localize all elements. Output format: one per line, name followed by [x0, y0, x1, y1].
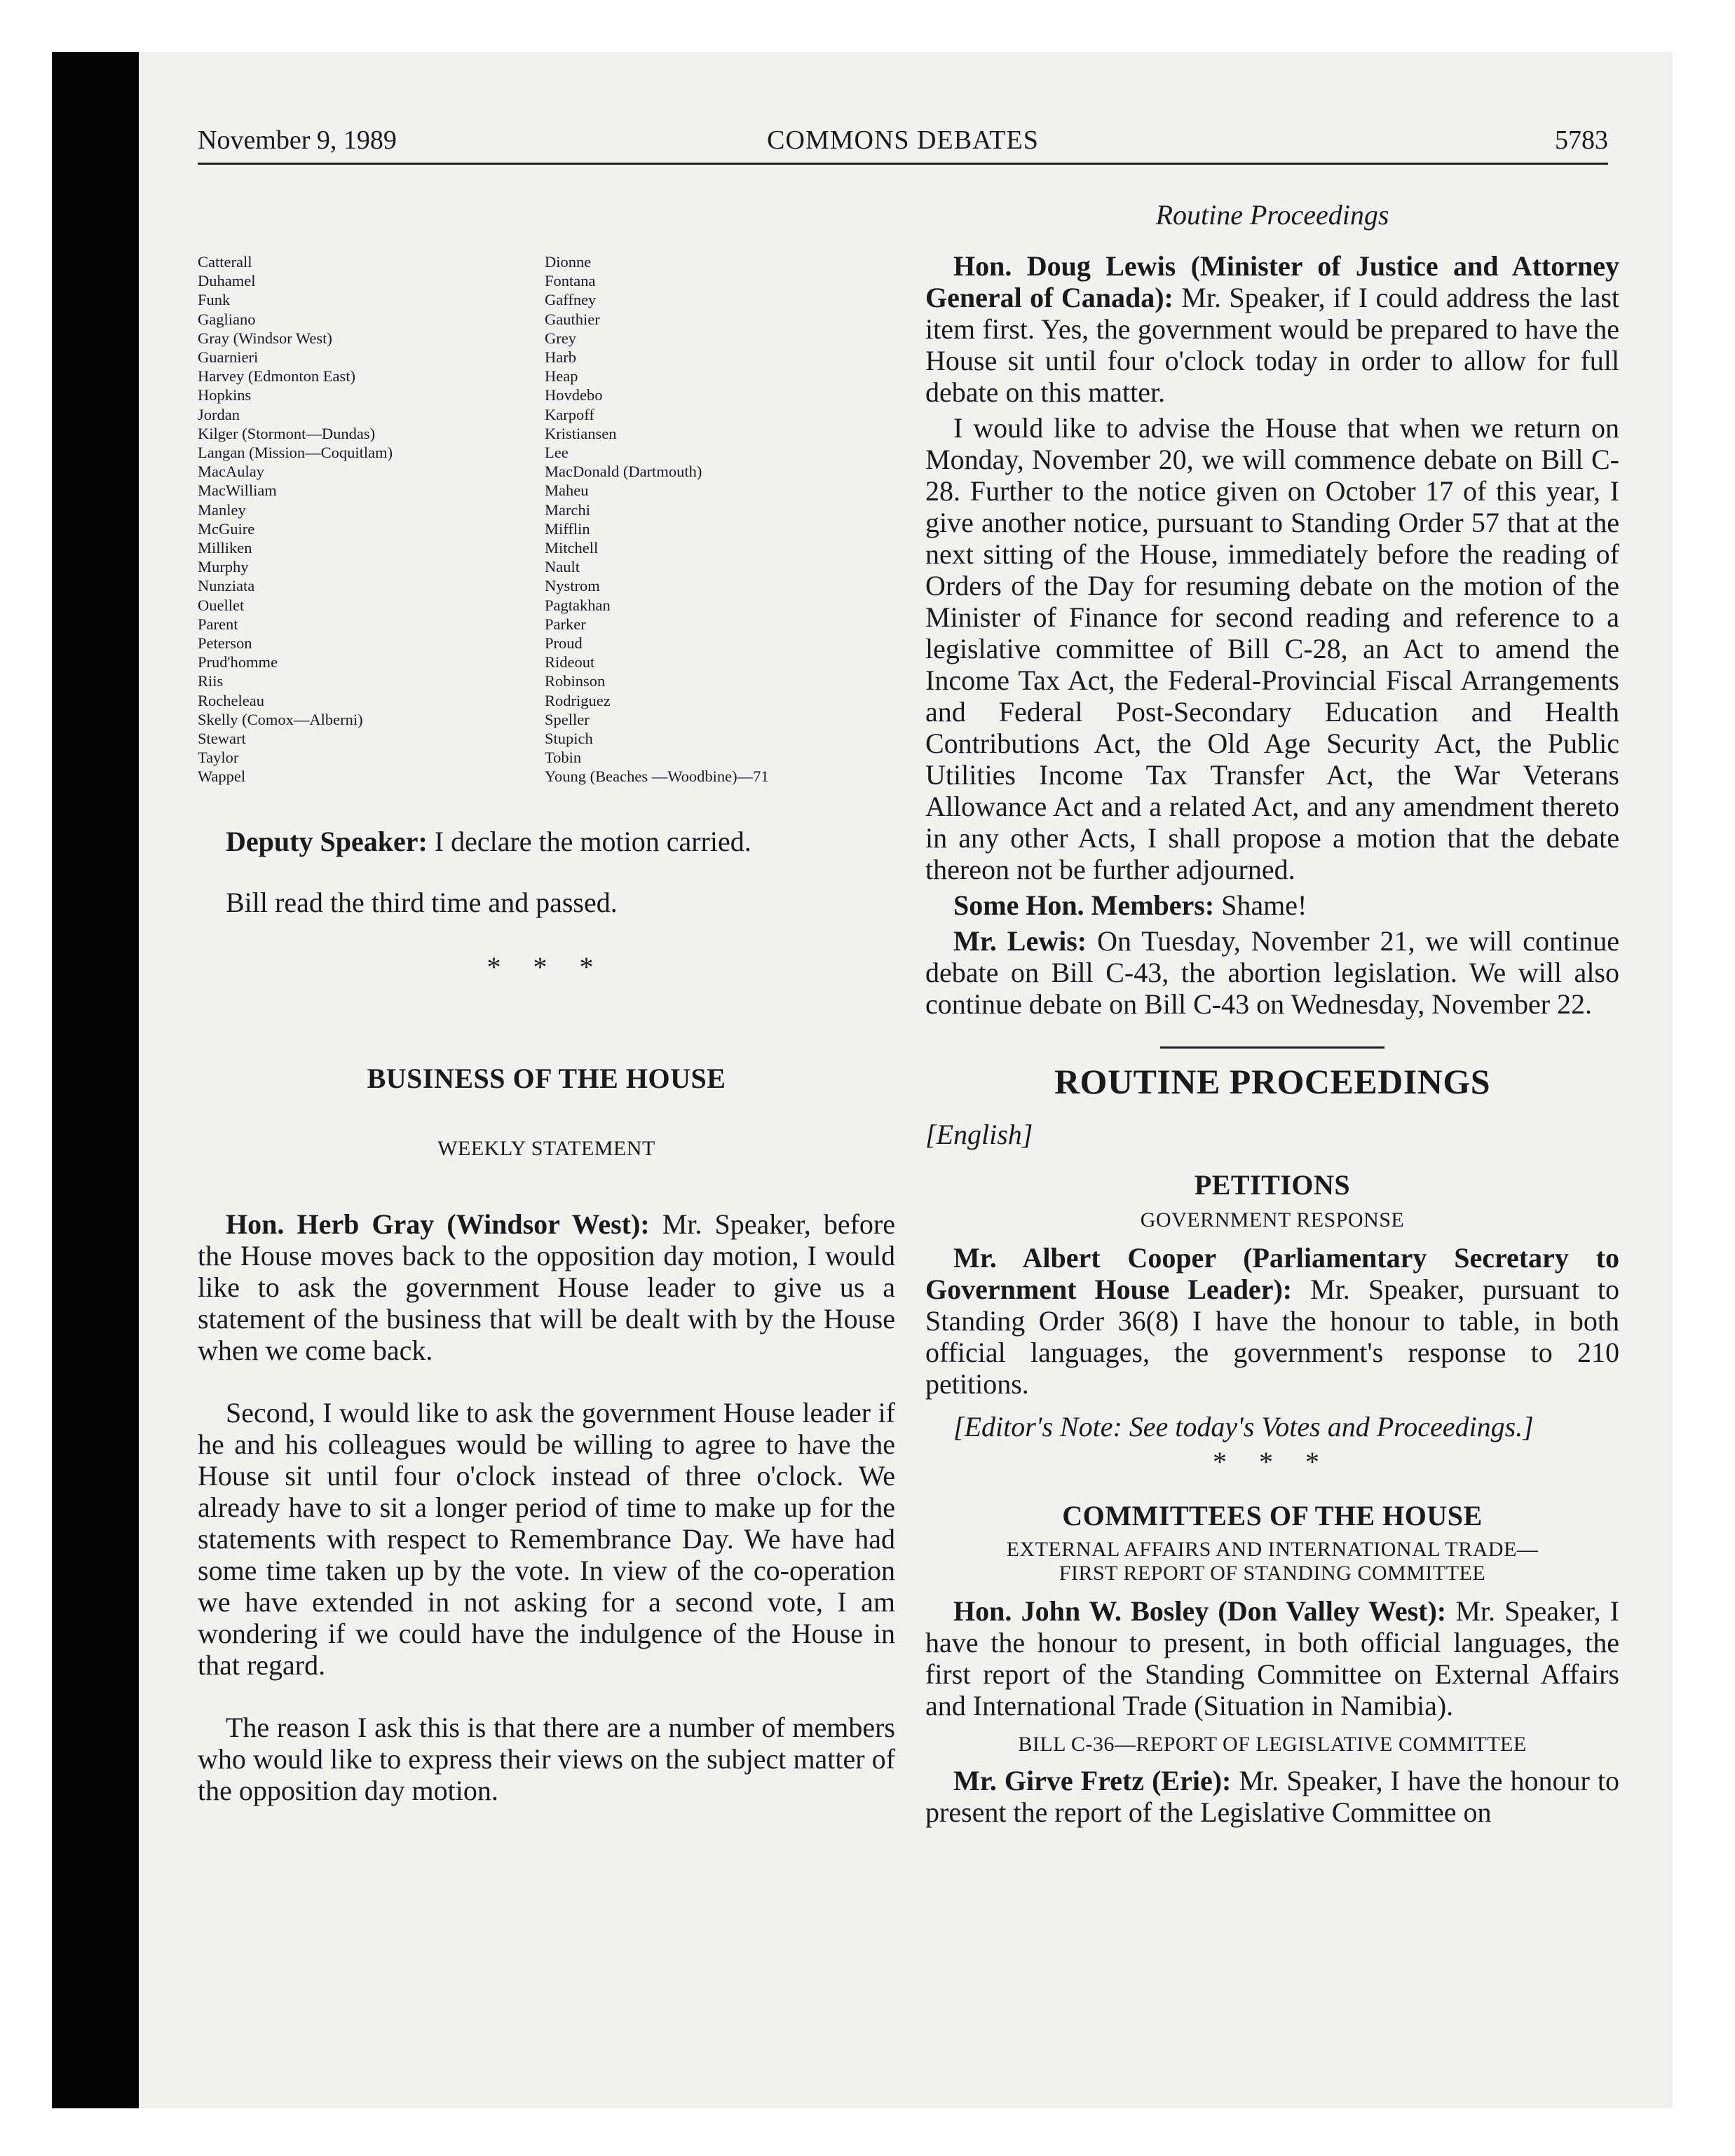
member-name: McGuire	[198, 519, 255, 538]
speech-text: On Tuesday, November 21, we will continue debate on Bill C-43, the abortion legislation. We will also continue debate on Bill C-43 on Wednesday, November 22.	[925, 925, 1619, 1020]
member-name: Parent	[198, 615, 238, 633]
member-name: Hopkins	[198, 386, 252, 404]
routine-proceedings-heading: ROUTINE PROCEEDINGS	[1054, 1062, 1491, 1101]
speaker-name: Mr. Albert Cooper (Parliamentary Secretary to Government House Leader):	[925, 1242, 1619, 1305]
member-name: Maheu	[545, 482, 589, 500]
member-name: Duhamel	[198, 272, 256, 290]
speaker-name: Hon. John W. Bosley (Don Valley West):	[953, 1595, 1447, 1627]
member-name: Proud	[545, 634, 583, 653]
fretz-paragraph	[925, 1765, 1619, 1828]
lewis-paragraph-2: I would like to advise the House that when we return on Monday, November 20, we will commence debate on Bill C-28. Further to the notice given on October 17 of this year, I give another notice, pursuant to Standing Order 57 that at the next sitting of the House, immediately before the reading of Orders of the Day for resuming debate on the motion of the Minister of Finance for second reading and reference to a legislative committee of Bill C-28, an Act to amend the Income Tax Act, the Federal-Provincial Fiscal Arrangements and Federal Post-Secondary Education and Health Contributions Act, the Old Age Security Act, the Public Utilities Income Tax Transfer Act, the War Veterans Allowance Act and a related Act, and any amendment thereto in any other Acts, I shall propose a motion that the debate thereon not be further adjourned.	[925, 412, 1619, 885]
member-name: Peterson	[198, 634, 252, 653]
member-name: Taylor	[198, 749, 239, 767]
speech-text: Mr. Speaker, pursuant to Standing Order 36(8) I have the honour to table, in both official languages, the government's response to 210 petitions.	[925, 1274, 1620, 1400]
member-name: Speller	[545, 710, 590, 728]
speech-text: I declare the motion carried.	[427, 825, 751, 857]
member-name: Lee	[545, 444, 569, 462]
header-date: November 9, 1989	[198, 125, 397, 155]
member-name: Young (Beaches —Woodbine)—71	[545, 767, 769, 786]
speaker-name: Some Hon. Members:	[953, 889, 1215, 921]
editors-note: [Editor's Note: See today's Votes and Proceedings.]	[953, 1411, 1534, 1442]
speaker-name: Mr. Girve Fretz (Erie):	[953, 1765, 1232, 1796]
right-column	[925, 196, 1619, 1828]
speech-text: Mr. Speaker, before the House moves back to the opposition day motion, I would like to ask the government House leader to give us a statement of the business that will be dealt with by the House when we come back.	[198, 1208, 895, 1366]
page-header	[198, 121, 1608, 165]
member-name: Wappel	[198, 767, 246, 786]
member-name: Mifflin	[545, 519, 590, 538]
deputy-speaker-paragraph	[198, 826, 895, 857]
binding-shadow	[52, 52, 139, 2108]
speaker-name: Hon. Herb Gray (Windsor West):	[226, 1208, 650, 1240]
speech-text: Mr. Speaker, I have the honour to present the report of the Legislative Committee on	[925, 1765, 1619, 1828]
member-name: Gauthier	[545, 310, 600, 328]
speaker-name: Hon. Doug Lewis (Minister of Justice and Attorney General of Canada):	[925, 250, 1619, 313]
member-name: Skelly (Comox—Alberni)	[198, 710, 363, 728]
member-name: Funk	[198, 291, 231, 309]
member-name: Manley	[198, 500, 246, 519]
member-name: Jordan	[198, 405, 240, 423]
member-name: Hovdebo	[545, 386, 603, 404]
member-name: Gray (Windsor West)	[198, 329, 332, 347]
member-name: Guarnieri	[198, 348, 259, 367]
speaker-name: Mr. Lewis:	[953, 925, 1087, 957]
language-tag: [English]	[925, 1119, 1033, 1150]
left-column	[198, 196, 895, 1806]
speaker-name: Deputy Speaker:	[226, 825, 428, 857]
member-name: Rocheleau	[198, 691, 264, 709]
running-head: Routine Proceedings	[1155, 199, 1389, 231]
member-name: Parker	[545, 615, 586, 633]
member-name: Tobin	[545, 749, 582, 767]
member-name: Kristiansen	[545, 424, 617, 442]
member-name: Gagliano	[198, 310, 256, 328]
member-name: Murphy	[198, 558, 249, 576]
cooper-paragraph	[925, 1242, 1619, 1400]
member-name: Nystrom	[545, 577, 600, 595]
member-name: Gaffney	[545, 291, 597, 309]
member-name: Kilger (Stormont—Dundas)	[198, 424, 376, 442]
member-name: Milliken	[198, 539, 252, 557]
member-name: Marchi	[545, 500, 590, 519]
member-name: Rodriguez	[545, 691, 611, 709]
member-name: Riis	[198, 672, 224, 690]
weekly-statement-subheading: WEEKLY STATEMENT	[437, 1136, 655, 1160]
member-name: MacWilliam	[198, 482, 277, 500]
header-publication: COMMONS DEBATES	[767, 125, 1039, 155]
member-name: Karpoff	[545, 405, 594, 423]
member-name: Robinson	[545, 672, 606, 690]
gray-paragraph-2: Second, I would like to ask the government House leader if he and his colleagues would be willing to agree to have the House sit until four o'clock instead of three o'clock. We already have to sit a longer period of time to make up for the statements with respect to Remembrance Day. We have had some time taken up by the vote. In view of the co-operation we have extended in not asking for a second vote, I am wondering if we could have the indulgence of the House in that regard.	[198, 1396, 895, 1681]
members-paragraph	[925, 889, 1619, 921]
member-name: Nunziata	[198, 577, 255, 595]
member-name: Catterall	[198, 253, 252, 271]
member-name: Heap	[545, 367, 578, 386]
section-separator: * * *	[1213, 1446, 1332, 1478]
member-name: Grey	[545, 329, 576, 347]
section-rule	[1160, 1046, 1384, 1049]
names-column-2	[545, 252, 895, 786]
speech-text: Mr. Speaker, if I could address the last item first. Yes, the government would be prepared to have the House sit until four o'clock today in order to allow for full debate on this matter.	[925, 282, 1620, 408]
member-name: Fontana	[545, 272, 596, 290]
committees-heading: COMMITTEES OF THE HOUSE	[1062, 1500, 1483, 1531]
speech-text: Mr. Speaker, I have the honour to present, in both official languages, the first report of the Standing Committee on External Affairs and International Trade (Situation in Namibia).	[925, 1595, 1619, 1721]
business-heading: BUSINESS OF THE HOUSE	[367, 1062, 726, 1094]
member-name: Dionne	[545, 253, 592, 271]
gray-paragraph-3: The reason I ask this is that there are a number of members who would like to express their views on the subject matter of the opposition day motion.	[198, 1711, 895, 1806]
external-affairs-subheading-line-1: EXTERNAL AFFAIRS AND INTERNATIONAL TRADE—	[1006, 1538, 1539, 1561]
member-name: Rideout	[545, 653, 595, 671]
names-column-1	[198, 252, 545, 786]
header-page-number: 5783	[1555, 125, 1608, 155]
member-name: MacAulay	[198, 463, 264, 481]
petitions-heading: PETITIONS	[1194, 1169, 1351, 1201]
bill-read-paragraph: Bill read the third time and passed.	[226, 886, 618, 918]
external-affairs-subheading-line-2: FIRST REPORT OF STANDING COMMITTEE	[1059, 1562, 1486, 1585]
bosley-paragraph	[925, 1595, 1619, 1721]
gray-paragraph-1	[198, 1208, 895, 1366]
member-name: Nault	[545, 558, 580, 576]
lewis-paragraph-1	[925, 250, 1619, 408]
member-name: Harvey (Edmonton East)	[198, 367, 355, 386]
member-name: Pagtakhan	[545, 596, 611, 614]
member-name: Harb	[545, 348, 576, 367]
lewis-paragraph-3	[925, 925, 1619, 1020]
member-name: Mitchell	[545, 539, 599, 557]
member-name: MacDonald (Dartmouth)	[545, 463, 702, 481]
member-name: Stupich	[545, 730, 593, 748]
bill-c36-subheading: BILL C-36—REPORT OF LEGISLATIVE COMMITTEE	[1018, 1733, 1527, 1756]
member-name: Stewart	[198, 730, 246, 748]
member-name: Ouellet	[198, 596, 245, 614]
speech-text: Shame!	[1214, 889, 1307, 921]
member-name: Prud'homme	[198, 653, 278, 671]
member-name: Langan (Mission—Coquitlam)	[198, 444, 393, 462]
vote-names	[198, 252, 895, 786]
section-separator: * * *	[487, 950, 606, 983]
government-response-subheading: GOVERNMENT RESPONSE	[1140, 1208, 1405, 1231]
